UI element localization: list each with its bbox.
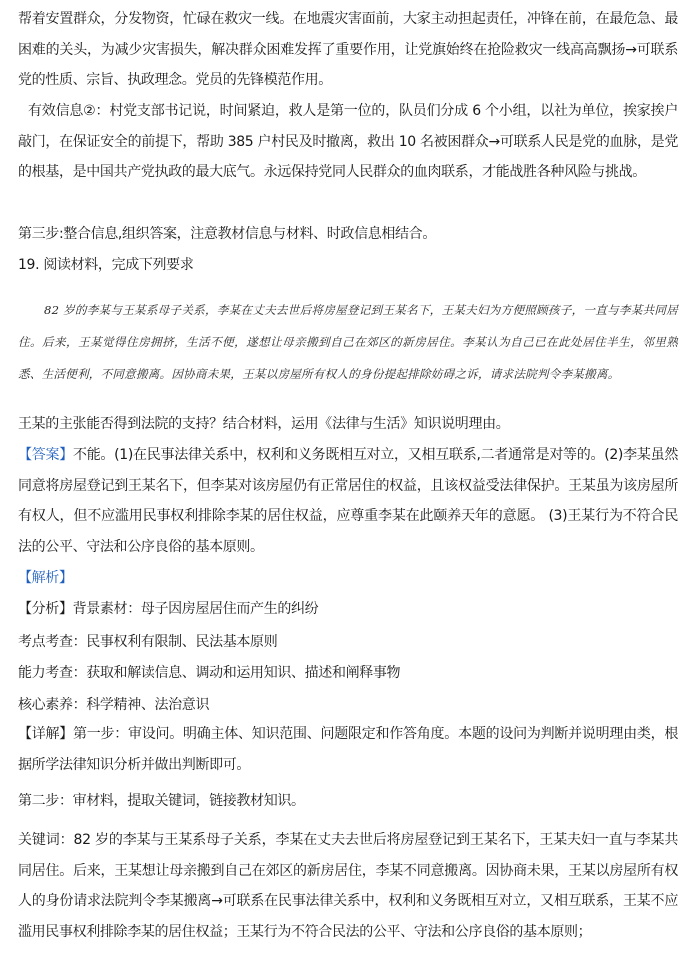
analysis-label: 【解析】 (18, 570, 73, 586)
analysis-nengli: 能力考查：获取和解读信息、调动和运用知识、描述和阐释事物 (18, 665, 401, 681)
analysis-step2: 第二步：审材料，提取关键词，链接教材知识。 (18, 793, 305, 809)
analysis-kaodian: 考点考查：民事权利有限制、民法基本原则 (18, 634, 278, 650)
answer-paragraph (18, 440, 678, 562)
analysis-hexin: 核心素养：科学精神、法治意识 (18, 697, 210, 713)
prev-answer-paragraph-2: 有效信息②：村党支部书记说，时间紧迫，救人是第一位的，队员们分成 6 个小组，以社为单位，挨家挨户敲门，在保证安全的前提下，帮助 385 户村民及时撤离，救出 10 名被困群众→可联系人民是党的血脉，是党的根基，是中国共产党执政的最大底气。永远保持党同人民群众的血肉联系，才能战胜各种风险与挑战。 (18, 103, 678, 181)
prev-answer-paragraph-3: 第三步:整合信息,组织答案，注意教材信息与材料、时政信息相结合。 (18, 226, 436, 242)
analysis-keywords: 关键词：82 岁的李某与王某系母子关系，李某在丈夫去世后将房屋登记到王某名下，王某夫妇一直与李某共同居住。后来，王某想让母亲搬到自己在郊区的新房居住，李某不同意搬离。因协商未果，王某以房屋所有权人的身份请求法院判令李某搬离→可联系在民事法律关系中，权利和义务既相互对立，又相互联系，王某不应滥用民事权利排除李某的居住权益；王某行为不符合民法的公平、守法和公序良俗的基本原则； (18, 832, 678, 940)
answer-text: 不能。(1)在民事法律关系中，权利和义务既相互对立，又相互联系,二者通常是对等的。(2)李某虽然同意将房屋登记到王某名下，但李某对该房屋仍有正常居住的权益，且该权益受法律保护。王某虽为该房屋所有权人，但不应滥用民事权利排除李某的居住权益，应尊重李某在此颐养天年的意愿。 (3)王某行为不符合民法的公平、守法和公序良俗的基本原则。 (18, 447, 678, 555)
question-material: 82 岁的李某与王某系母子关系，李某在丈夫去世后将房屋登记到王某名下，王某夫妇为方便照顾孩子，一直与李某共同居住。后来，王某觉得住房拥挤，生活不便，遂想让母亲搬到自己在郊区的新房居住。李某认为自己已在此处居住半生，邻里熟悉、生活便利，不同意搬离。因协商未果，王某以房屋所有权人的身份提起排除妨碍之诉，请求法院判令李某搬离。 (18, 302, 678, 381)
analysis-fenxi: 【分析】背景素材：母子因房屋居住而产生的纠纷 (18, 601, 319, 617)
question-prompt: 王某的主张能否得到法院的支持？结合材料，运用《法律与生活》知识说明理由。 (18, 416, 510, 432)
answer-label: 【答案】 (18, 447, 73, 463)
prev-answer-paragraph-1: 帮着安置群众，分发物资，忙碌在救灾一线。在地震灾害面前，大家主动担起责任，冲锋在前，在最危急、最困难的关头，为减少灾害损失，解决群众困难发挥了重要作用，让党旗始终在抢险救灾一线高高飘扬→可联系党的性质、宗旨、执政理念。党员的先锋模范作用。 (18, 11, 678, 89)
question-heading: 19. 阅读材料，完成下列要求 (18, 257, 194, 273)
analysis-xiangjie: 【详解】第一步：审设问。明确主体、知识范围、问题限定和作答角度。本题的设问为判断并说明理由类，根据所学法律知识分析并做出判断即可。 (18, 726, 678, 773)
